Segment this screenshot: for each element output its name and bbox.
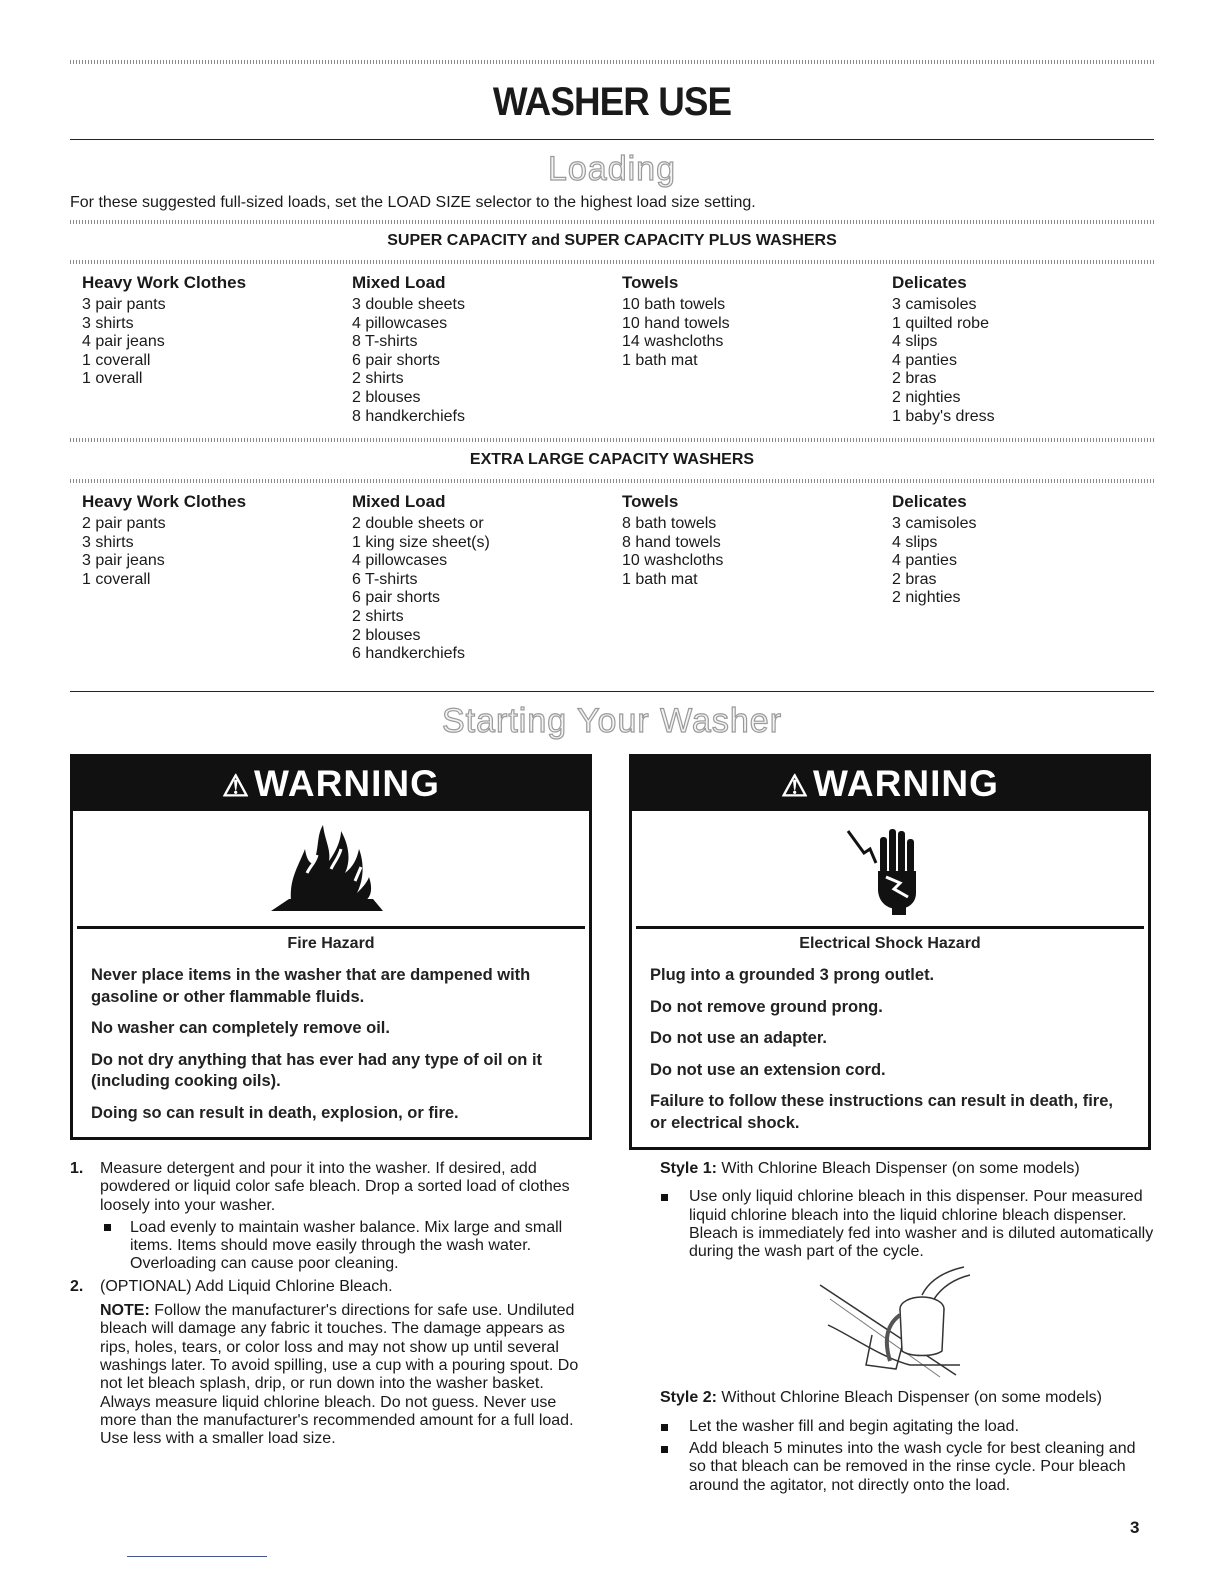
bleach-styles xyxy=(660,1160,1154,1499)
style-label: Style 2: xyxy=(660,1389,717,1407)
list-item: 1 baby's dress xyxy=(892,407,995,425)
super-capacity-table xyxy=(82,272,1162,426)
column-heading: Towels xyxy=(622,273,679,292)
list-item: 10 washcloths xyxy=(622,552,724,570)
extra-capacity-header: EXTRA LARGE CAPACITY WASHERS xyxy=(469,451,755,468)
column-heading: Mixed Load xyxy=(352,273,446,292)
bullet-icon xyxy=(661,1194,668,1201)
super-col-delicates xyxy=(892,272,1162,426)
list-item: 6 handkerchiefs xyxy=(352,645,465,663)
title-rule xyxy=(70,139,1154,140)
warning-label: WARNING xyxy=(813,763,999,804)
extra-col-heavy xyxy=(82,491,352,664)
list-item: 4 pillowcases xyxy=(352,314,448,332)
electrical-shock-icon xyxy=(636,811,1144,929)
list-item: 2 blouses xyxy=(352,388,421,406)
warning-line: No washer can completely remove oil. xyxy=(91,1019,390,1037)
column-heading: Towels xyxy=(622,492,679,511)
step-text: (OPTIONAL) Add Liquid Chlorine Bleach. xyxy=(100,1277,393,1295)
list-item: 3 pair pants xyxy=(82,296,166,313)
list-item: 2 nighties xyxy=(892,388,961,406)
warning-triangle-icon: ⚠ xyxy=(222,770,251,803)
list-item: 8 hand towels xyxy=(622,533,721,551)
list-item: 3 camisoles xyxy=(892,296,977,313)
bullet-icon xyxy=(661,1424,668,1431)
extra-hatch-top xyxy=(70,438,1154,442)
fire-warning-box xyxy=(70,754,592,1140)
step-text: Measure detergent and pour it into the washer. If desired, add powdered or liquid color safe bleach. Drop a sorted load of clothes loosely into your washer. xyxy=(100,1160,570,1214)
warning-line: Do not use an adapter. xyxy=(650,1029,827,1047)
extra-col-delicates xyxy=(892,491,1162,664)
pouring-cup-icon xyxy=(660,1265,1154,1385)
column-heading: Delicates xyxy=(892,273,967,292)
list-item: 4 slips xyxy=(892,533,938,551)
extra-hatch-bottom xyxy=(70,479,1154,483)
column-heading: Heavy Work Clothes xyxy=(82,273,247,292)
warning-line: Never place items in the washer that are dampened with gasoline or other flammable fluids. xyxy=(91,966,531,1006)
warning-banner xyxy=(73,757,589,811)
warning-text-body xyxy=(73,929,589,1124)
note-text: Follow the manufacturer's directions for safe use. Undiluted bleach will damage any fabric it touches. The damage appears as rips, holes, tears, or color loss and may not show up until several washings later. To avoid spilling, use a cup with a pouring spout. Do not let bleach splash, drip, or run down into the washer basket. Always measure liquid chlorine bleach. Do not guess. Never use more than the manufacturer's recommended amount for a full load. Use less with a smaller load size. xyxy=(100,1302,579,1448)
list-item: 14 washcloths xyxy=(622,333,724,351)
warning-line: Failure to follow these instructions can result in death, fire, or electrical shock. xyxy=(650,1092,1113,1132)
warning-triangle-icon: ⚠ xyxy=(781,770,810,803)
list-item: 4 slips xyxy=(892,333,938,351)
instruction-steps xyxy=(70,1160,595,1452)
list-item: 4 pillowcases xyxy=(352,552,448,570)
fire-hazard-icon xyxy=(77,811,585,929)
warning-line: Do not use an extension cord. xyxy=(650,1060,886,1079)
footer-link-line xyxy=(127,1556,267,1557)
style-2-bullet xyxy=(660,1418,1154,1436)
bullet-icon xyxy=(104,1224,111,1231)
shock-warning-box xyxy=(629,754,1151,1150)
step-2 xyxy=(70,1278,595,1449)
super-col-heavy xyxy=(82,272,352,426)
top-hatch-rule xyxy=(70,60,1154,64)
bullet-text: Use only liquid chlorine bleach in this dispenser. Pour measured liquid chlorine bleach into the liquid chlorine bleach dispenser. Bleach is immediately fed into washer and is diluted automatically during the wash part of the cycle. xyxy=(689,1188,1154,1261)
style-1-heading xyxy=(660,1160,1154,1178)
list-item: 6 pair shorts xyxy=(352,351,441,369)
list-item: 2 bras xyxy=(892,370,937,388)
list-item: 10 bath towels xyxy=(622,296,726,313)
list-item: 4 pair jeans xyxy=(82,333,165,351)
list-item: 4 panties xyxy=(892,552,957,570)
page-number: 3 xyxy=(1130,1518,1140,1537)
list-item: 1 bath mat xyxy=(622,570,698,588)
list-item: 8 handkerchiefs xyxy=(352,407,465,425)
style-2-heading xyxy=(660,1389,1154,1407)
list-item: 2 shirts xyxy=(352,370,404,388)
step-bullet xyxy=(100,1219,595,1274)
list-item: 1 quilted robe xyxy=(892,314,989,332)
list-item: 2 nighties xyxy=(892,589,961,607)
bullet-text: Add bleach 5 minutes into the wash cycle for best cleaning and so that bleach can be removed in the rinse cycle. Pour bleach around the agitator, not directly onto the load. xyxy=(689,1440,1136,1494)
list-item: 1 bath mat xyxy=(622,351,698,369)
warning-label: WARNING xyxy=(254,763,440,804)
style-text: With Chlorine Bleach Dispenser (on some models) xyxy=(716,1160,1080,1177)
list-item: 8 T-shirts xyxy=(352,333,418,351)
super-hatch-top xyxy=(70,220,1154,224)
bullet-text: Load evenly to maintain washer balance. Mix large and small items. Items should move easily through the wash water. Overloading can cause poor cleaning. xyxy=(130,1218,563,1273)
bullet-text: Let the washer fill and begin agitating the load. xyxy=(689,1417,1020,1435)
list-item: 1 king size sheet(s) xyxy=(352,533,490,551)
warning-text-body xyxy=(632,929,1148,1134)
step-1 xyxy=(70,1160,595,1274)
page-title: WASHER USE xyxy=(492,80,732,124)
list-item: 1 coverall xyxy=(82,351,151,369)
warning-line: Do not dry anything that has ever had any type of oil on it (including cooking oils). xyxy=(91,1050,543,1090)
step-number: 1. xyxy=(70,1160,84,1177)
column-heading: Delicates xyxy=(892,492,967,511)
list-item: 6 pair shorts xyxy=(352,589,441,607)
warning-banner xyxy=(632,757,1148,811)
list-item: 2 pair pants xyxy=(82,515,166,532)
list-item: 10 hand towels xyxy=(622,314,730,332)
extra-capacity-table xyxy=(82,491,1162,664)
section-rule xyxy=(70,691,1154,692)
super-col-mixed xyxy=(352,272,622,426)
bullet-icon xyxy=(661,1446,668,1453)
warning-line: Doing so can result in death, explosion, or fire. xyxy=(91,1103,459,1122)
extra-col-towels xyxy=(622,491,892,664)
note-paragraph xyxy=(100,1302,595,1448)
warning-line: Do not remove ground prong. xyxy=(650,997,883,1016)
style-1-bullet xyxy=(660,1188,1154,1261)
list-item: 3 camisoles xyxy=(892,515,977,532)
list-item: 3 shirts xyxy=(82,314,134,332)
super-capacity-header: SUPER CAPACITY and SUPER CAPACITY PLUS WASHERS xyxy=(387,232,837,249)
list-item: 8 bath towels xyxy=(622,515,717,532)
list-item: 3 pair jeans xyxy=(82,552,165,570)
list-item: 1 coverall xyxy=(82,570,151,588)
column-heading: Heavy Work Clothes xyxy=(82,492,247,511)
list-item: 4 panties xyxy=(892,351,957,369)
warning-line: Plug into a grounded 3 prong outlet. xyxy=(650,966,935,984)
style-2-bullet xyxy=(660,1440,1154,1495)
step-number: 2. xyxy=(70,1277,84,1295)
super-hatch-bottom xyxy=(70,260,1154,264)
style-label: Style 1: xyxy=(660,1160,717,1177)
loading-section-title: Loading xyxy=(547,150,676,188)
style-text: Without Chlorine Bleach Dispenser (on some models) xyxy=(716,1389,1102,1407)
column-heading: Mixed Load xyxy=(352,492,446,511)
list-item: 2 blouses xyxy=(352,626,421,644)
extra-col-mixed xyxy=(352,491,622,664)
list-item: 2 double sheets or xyxy=(352,515,484,532)
loading-intro: For these suggested full-sized loads, set the LOAD SIZE selector to the highest load size setting. xyxy=(70,194,756,211)
starting-section-title: Starting Your Washer xyxy=(441,702,783,740)
hazard-title: Fire Hazard xyxy=(287,935,375,952)
bleach-dispenser-illustration xyxy=(660,1265,1154,1385)
list-item: 3 double sheets xyxy=(352,296,465,313)
super-col-towels xyxy=(622,272,892,426)
list-item: 3 shirts xyxy=(82,533,134,551)
list-item: 6 T-shirts xyxy=(352,570,418,588)
list-item: 2 bras xyxy=(892,570,937,588)
note-label: NOTE: xyxy=(100,1302,150,1320)
hazard-title: Electrical Shock Hazard xyxy=(799,935,981,952)
list-item: 1 overall xyxy=(82,370,143,388)
list-item: 2 shirts xyxy=(352,607,404,625)
